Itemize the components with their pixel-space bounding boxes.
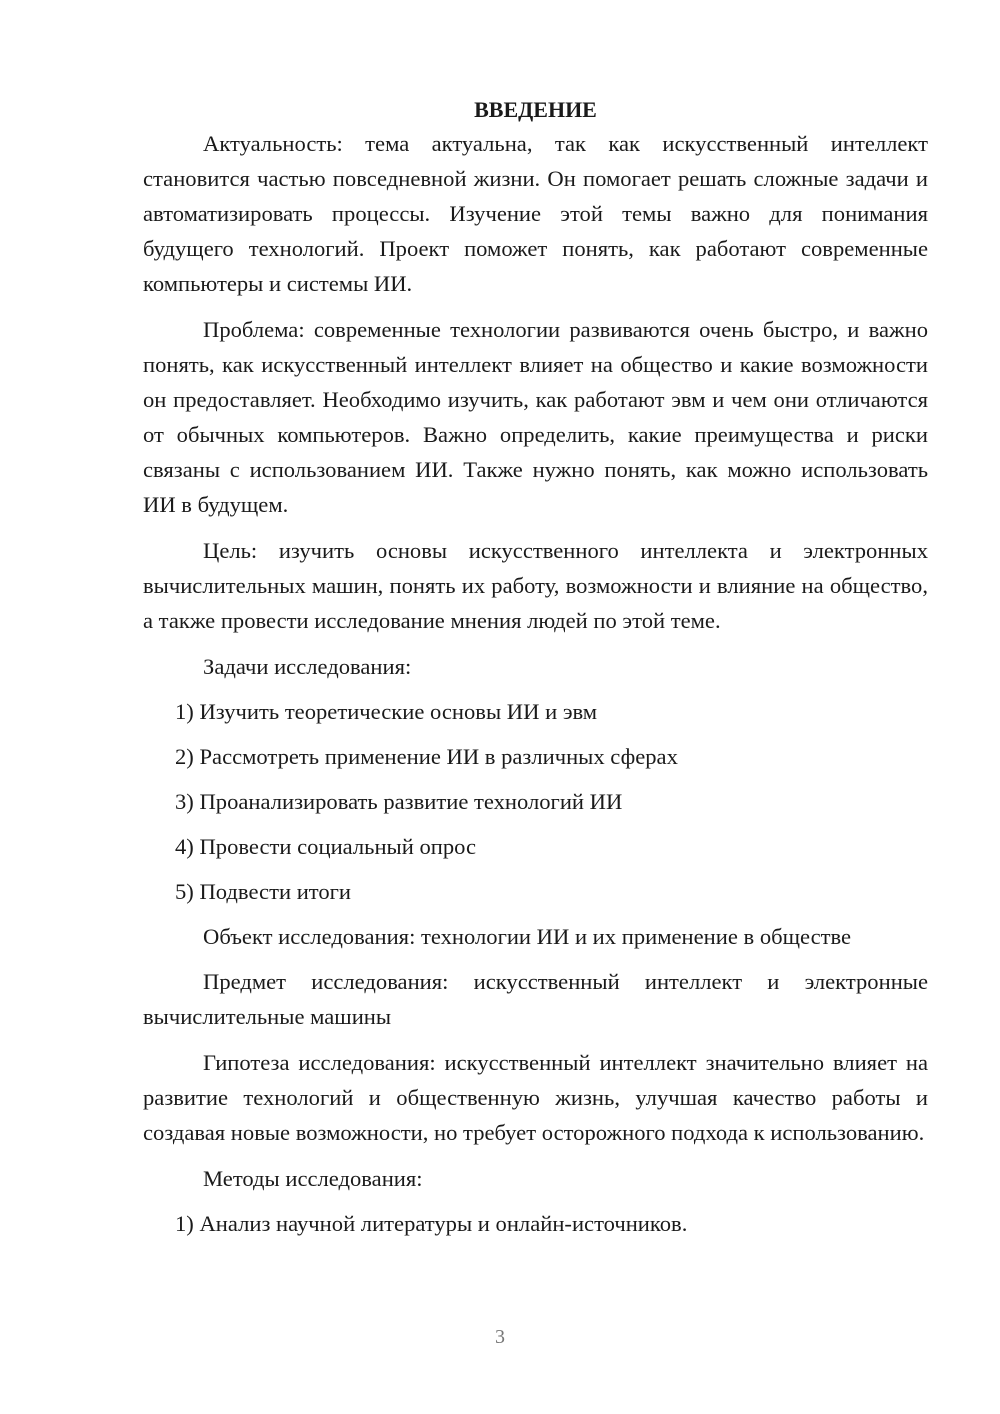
relevance-paragraph: Актуальность: тема актуальна, так как искусственный интеллект становится частью повседневной жизни. Он помогает решать сложные задачи и автоматизировать процессы. Изучение этой темы важно для понимания будущего технологий. Проект поможет понять, как работают современные компьютеры и системы ИИ. — [143, 131, 928, 296]
list-item: 3) Проанализировать развитие технологий ИИ — [175, 789, 623, 814]
object-line: Объект исследования: технологии ИИ и их применение в обществе — [203, 924, 852, 949]
tasks-list — [143, 694, 928, 909]
page-number: 3 — [495, 1326, 505, 1348]
list-item: 1) Анализ научной литературы и онлайн-источников. — [175, 1211, 688, 1236]
list-item: 5) Подвести итоги — [175, 879, 352, 904]
methods-heading: Методы исследования: — [203, 1166, 423, 1191]
document-page — [143, 95, 928, 1251]
hypothesis-paragraph: Гипотеза исследования: искусственный интеллект значительно влияет на развитие технологий и общественную жизнь, улучшая качество работы и создавая новые возможности, но требует осторожного подхода к использованию. — [143, 1050, 928, 1145]
subject-paragraph: Предмет исследования: искусственный интеллект и электронные вычислительные машины — [143, 969, 928, 1029]
list-item: 1) Изучить теоретические основы ИИ и эвм — [175, 699, 598, 724]
problem-paragraph: Проблема: современные технологии развиваются очень быстро, и важно понять, как искусственный интеллект влияет на общество и какие возможности он предоставляет. Необходимо изучить, как работают эвм и чем они отличаются от обычных компьютеров. Важно определить, какие преимущества и риски связаны с использованием ИИ. Также нужно понять, как можно использовать ИИ в будущем. — [143, 317, 928, 517]
tasks-heading: Задачи исследования: — [203, 654, 412, 679]
page-title: ВВЕДЕНИЕ — [474, 97, 597, 122]
list-item: 2) Рассмотреть применение ИИ в различных сферах — [175, 744, 678, 769]
goal-paragraph: Цель: изучить основы искусственного интеллекта и электронных вычислительных машин, понять их работу, возможности и влияние на общество, а также провести исследование мнения людей по этой теме. — [143, 538, 928, 633]
list-item: 4) Провести социальный опрос — [175, 834, 477, 859]
methods-list — [143, 1206, 928, 1241]
